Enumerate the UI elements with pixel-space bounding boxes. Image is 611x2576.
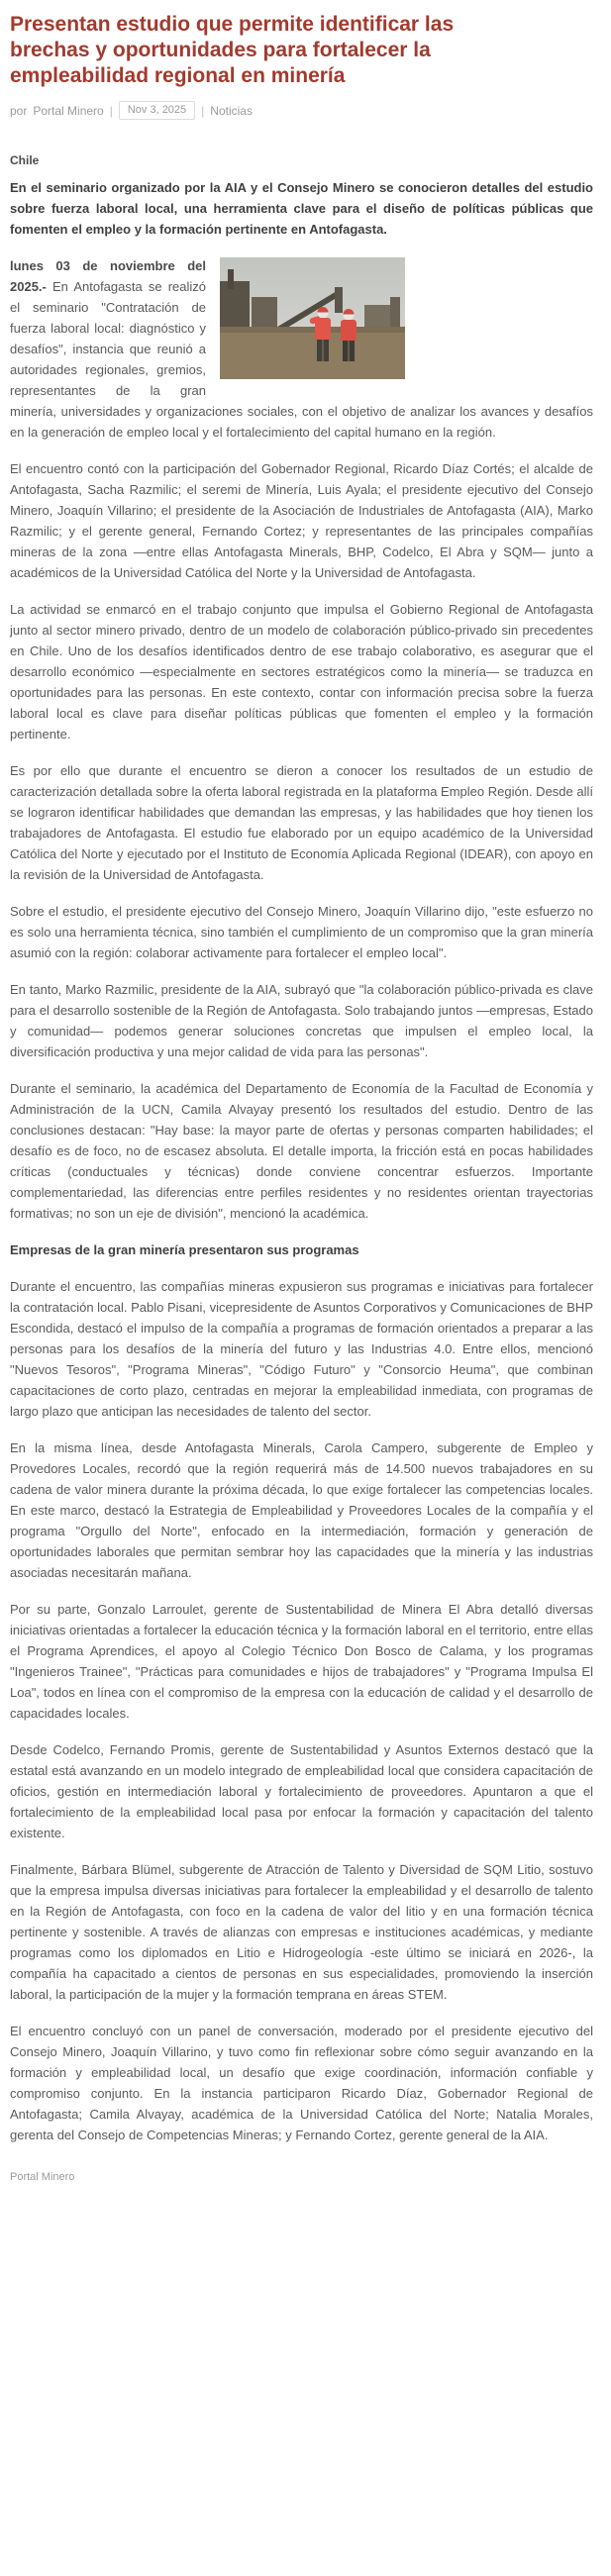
article-paragraph: El encuentro contó con la participación del Gobernador Regional, Ricardo Díaz Cortés; el alcalde de Antofagasta, Sacha Razmilic; el seremi de Minería, Luis Ayala; el presidente ejecutivo del Consejo Minero, Joaquín Villarino; el presidente de la Asociación de Industriales de Antofagasta (AIA), Marko Razmilic; y el gerente general, Fernando Cortez; y representantes de las principales compañías mineras de la zona —entre ellas Antofagasta Minerals, BHP, Codelco, El Abra y SQM— junto a académicos de la Universidad Católica del Norte y la Universidad de Antofagasta. [10,461,593,581]
article-title: Presentan estudio que permite identificar las brechas y oportunidades para fortalecer la empleabilidad regional en minería [10,13,455,87]
article-paragraph: En la misma línea, desde Antofagasta Minerals, Carola Campero, subgerente de Empleo y Provedores Locales, recordó que la región requerirá más de 14.500 nuevos trabajadores en su cadena de valor minera durante la próxima década, lo que exige fortalecer las competencias locales. En este marco, destacó la Estrategia de Empleabilidad y Proveedores Locales de la compañía y el programa "Orgullo del Norte", enfocado en la intermediación, formación y generación de oportunidades laborales que permitan sembrar hoy las capacidades que la minería y las industrias asociadas necesitarán mañana. [10,1440,593,1581]
post-meta [10,101,593,120]
post-date-badge: Nov 3, 2025 [119,101,195,120]
article-paragraph: En tanto, Marko Razmilic, presidente de la AIA, subrayó que "la colaboración público-privada es clave para el desarrollo sostenible de la Región de Antofagasta. Solo trabajando juntos —empresas, Estado y comunidad— podemos generar soluciones concretas que impulsen el empleo local, la diversificación productiva y una mejor calidad de vida para las personas". [10,982,593,1060]
article-paragraph: Por su parte, Gonzalo Larroulet, gerente de Sustentabilidad de Minera El Abra detalló diversas iniciativas orientadas a fortalecer la educación técnica y la formación laboral en el territorio, entre ellas el Programa Aprendices, el apoyo al Colegio Técnico Don Bosco de Calama, y los programas "Ingenieros Trainee", "Prácticas para comunidades e hijos de trabajadores" y "Programa Impulsa El Loa", todos en línea con el compromiso de la empresa con la educación de calidad y el desarrollo de capacidades locales. [10,1602,593,1722]
author-link[interactable]: Portal Minero [33,103,104,118]
section-subheading: Empresas de la gran minería presentaron sus programas [10,1242,359,1258]
country-label: Chile [10,153,40,168]
article-paragraph: La actividad se enmarcó en el trabajo conjunto que impulsa el Gobierno Regional de Antofagasta junto al sector minero privado, dentro de un modelo de colaboración público-privado sin precedentes en Chile. Uno de los desafíos identificados dentro de ese trabajo colaborativo, es asegurar que el desarrollo económico —especialmente en sectores estratégicos como la minería— se traduzca en oportunidades para las personas. En este contexto, contar con información precisa sobre la fuerza laboral local es clave para diseñar políticas públicas que fomenten el empleo y la formación pertinente. [10,602,593,743]
mining-site-workers-photo [220,257,405,379]
article-paragraph: El encuentro concluyó con un panel de conversación, moderado por el presidente ejecutivo del Consejo Minero, Joaquín Villarino, y tuvo como fin reflexionar sobre cómo seguir avanzando en la formación y empleabilidad local, un desafío que exige coordinación, información confiable y compromiso conjunto. En la instancia participaron Ricardo Díaz, Gobernador Regional de Antofagasta; Camila Alvayay, académica de la Universidad Católica del Norte; Natalia Morales, gerenta del Consejo de Competencias Mineras; y Fernando Cortez, gerente general de la AIA. [10,2024,593,2143]
category-link[interactable]: Noticias [210,103,253,118]
lead-paragraph: En el seminario organizado por la AIA y el Consejo Minero se conocieron detalles del estudio sobre fuerza laboral local, una herramienta clave para el diseño de políticas públicas que fomenten el empleo y la formación pertinente en Antofagasta. [10,180,593,238]
article-paragraph: Es por ello que durante el encuentro se dieron a conocer los resultados de un estudio de caracterización detallada sobre la oferta laboral registrada en la plataforma Empleo Región. Desde allí se lograron identificar habilidades que demandan las empresas, y las habilidades que hoy tienen los trabajadores de Antofagasta. El estudio fue elaborado por un equipo académico de la Universidad Católica del Norte y ejecutado por el Instituto de Economía Aplicada Regional (IDEAR), con apoyo en la revisión de la Universidad de Antofagasta. [10,763,593,883]
article-paragraph: Finalmente, Bárbara Blümel, subgerente de Atracción de Talento y Diversidad de SQM Litio, sostuvo que la empresa impulsa diversas iniciativas para fortalecer la empleabilidad y el desarrollo de talento en la Región de Antofagasta, con foco en la cadena de valor del litio y en una formación técnica pertinente y sostenible. A través de alianzas con empresas e instituciones académicas, y mediante programas como los diplomados en Litio e Hidrogeología -este último se iniciará en 2026-, la compañía ha capacitado a cientos de personas en sus especialidades, promoviendo la inserción laboral, la participación de la mujer y la formación temprana en áreas STEM. [10,1862,593,2003]
article-paragraph: Durante el encuentro, las compañías mineras expusieron sus programas e iniciativas para fortalecer la contratación local. Pablo Pisani, vicepresidente de Asuntos Corporativos y Comunicaciones de BHP Escondida, destacó el impulso de la compañía a programas de formación orientados a preparar a las personas para los desafíos de la minería del futuro y las Industrias 4.0. Entre ellos, mencionó "Nuevos Tesoros", "Programa Mineras", "Código Futuro" y "Consorcio Heuma", que combinan capacitaciones de corto plazo, centradas en mejorar la empleabilidad inmediata, con programas de largo plazo que anticipan las necesidades de talento del sector. [10,1279,593,1420]
opening-text: En Antofagasta se realizó el seminario "Contratación de fuerza laboral local: diagnóstico y desafíos", instancia que reunió a autoridades regionales, gremios, representantes de la gran minería, universidades y organizaciones sociales, con el objetivo de analizar los avances y desafíos en la generación de empleo local y el fortalecimiento del capital humano en la región. [10,279,593,441]
meta-separator: | [201,103,205,118]
opening-paragraph [10,255,593,443]
photo-illustration [220,257,405,379]
byline-prefix: por [10,103,28,118]
source-credit: Portal Minero [10,2171,75,2184]
meta-separator: | [109,103,113,118]
article-paragraph: Sobre el estudio, el presidente ejecutivo del Consejo Minero, Joaquín Villarino dijo, "este esfuerzo no es solo una herramienta técnica, sino también el cumplimiento de un compromiso que la gran minería asumió con la región: colaborar activamente para fortalecer el empleo local". [10,904,593,961]
article-paragraph: Desde Codelco, Fernando Promis, gerente de Sustentabilidad y Asuntos Externos destacó que la estatal está avanzando en un modelo integrado de empleabilidad local que considera capacitación de oficios, gestión en intermediación laboral y fortalecimiento de proveedores. Apuntaron a que el fortalecimiento de la empleabilidad local pasa por enfocar la formación y capacitación del talento existente. [10,1742,593,1841]
article-paragraph: Durante el seminario, la académica del Departamento de Economía de la Facultad de Economía y Administración de la UCN, Camila Alvayay presentó los resultados del estudio. Dentro de las conclusiones destacan: "Hay base: la mayor parte de ofertas y personas comparten habilidades; el desafío es de foco, no de escasez absoluta. El detalle importa, la fricción está en pocas habilidades críticas (conductuales y técnicas) donde conviene concentrar esfuerzos. Importante complementariedad, las diferencias entre perfiles residentes y no residentes orientan trayectorias formativas; no son un eje de división", mencionó la académica. [10,1081,593,1222]
date-lead-in: lunes 03 de noviembre del 2025.- [10,258,206,295]
